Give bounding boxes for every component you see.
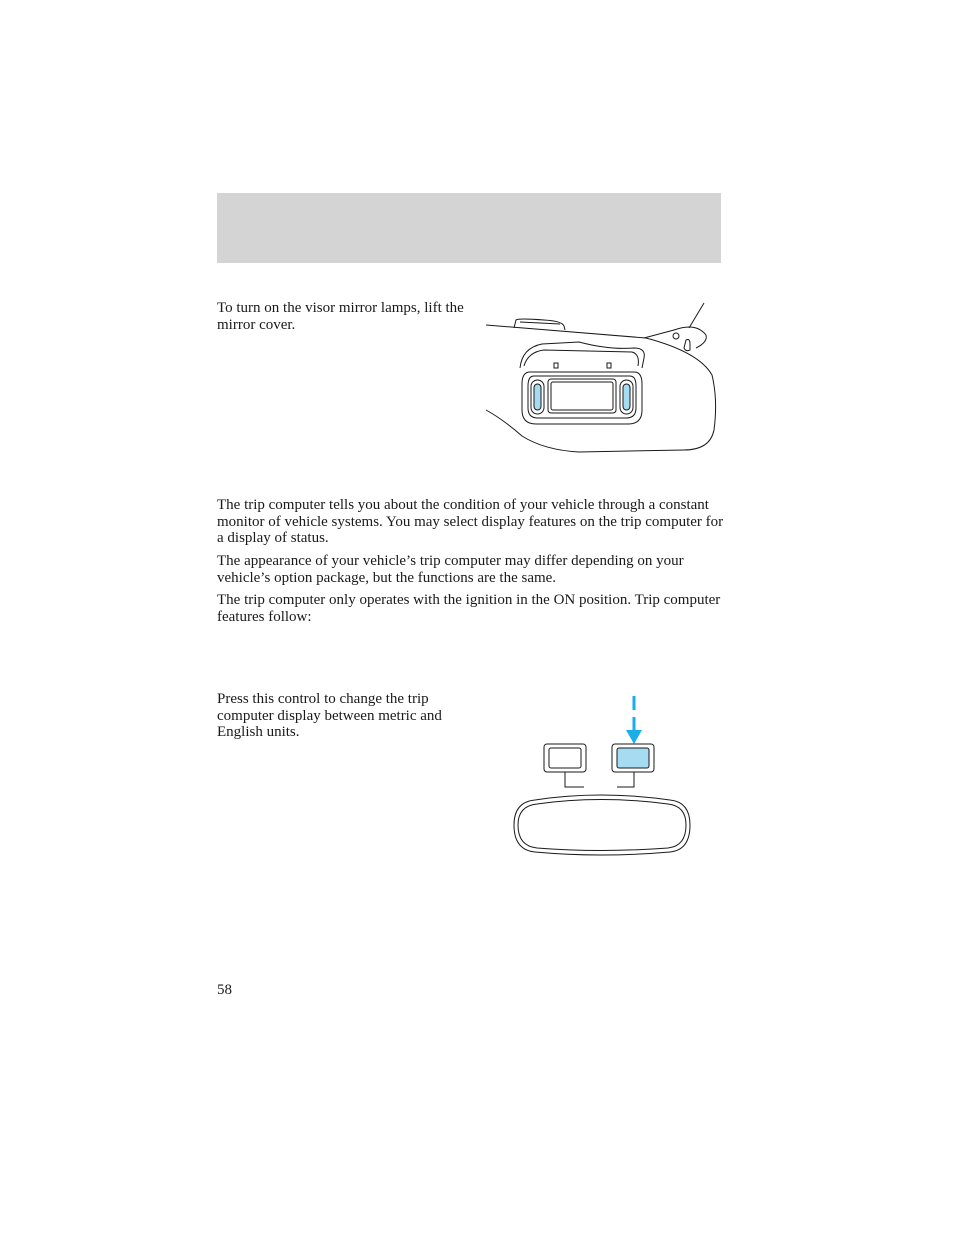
trip-computer-paragraph-3: The trip computer only operates with the ignition in the ON position. Trip computer features follow: [217, 592, 721, 625]
down-arrow-icon [626, 696, 642, 744]
units-toggle-button [612, 744, 654, 772]
trip-computer-control-illustration [505, 690, 700, 860]
page-number: 58 [217, 982, 232, 998]
trip-computer-paragraph-2: The appearance of your vehicle’s trip computer may differ depending on your vehicle’s option package, but the functions are the same. [217, 553, 684, 586]
visor-mirror-illustration [484, 300, 724, 458]
visor-mirror-instructions: To turn on the visor mirror lamps, lift the mirror cover. [217, 300, 464, 333]
section-header-band [217, 193, 721, 263]
trip-computer-paragraph-1: The trip computer tells you about the condition of your vehicle through a constant monitor of vehicle systems. You may select display features on the trip computer for a display of status. [217, 497, 724, 547]
units-control-instructions: Press this control to change the trip computer display between metric and English units. [217, 691, 442, 741]
rearview-mirror-outline [514, 795, 690, 855]
